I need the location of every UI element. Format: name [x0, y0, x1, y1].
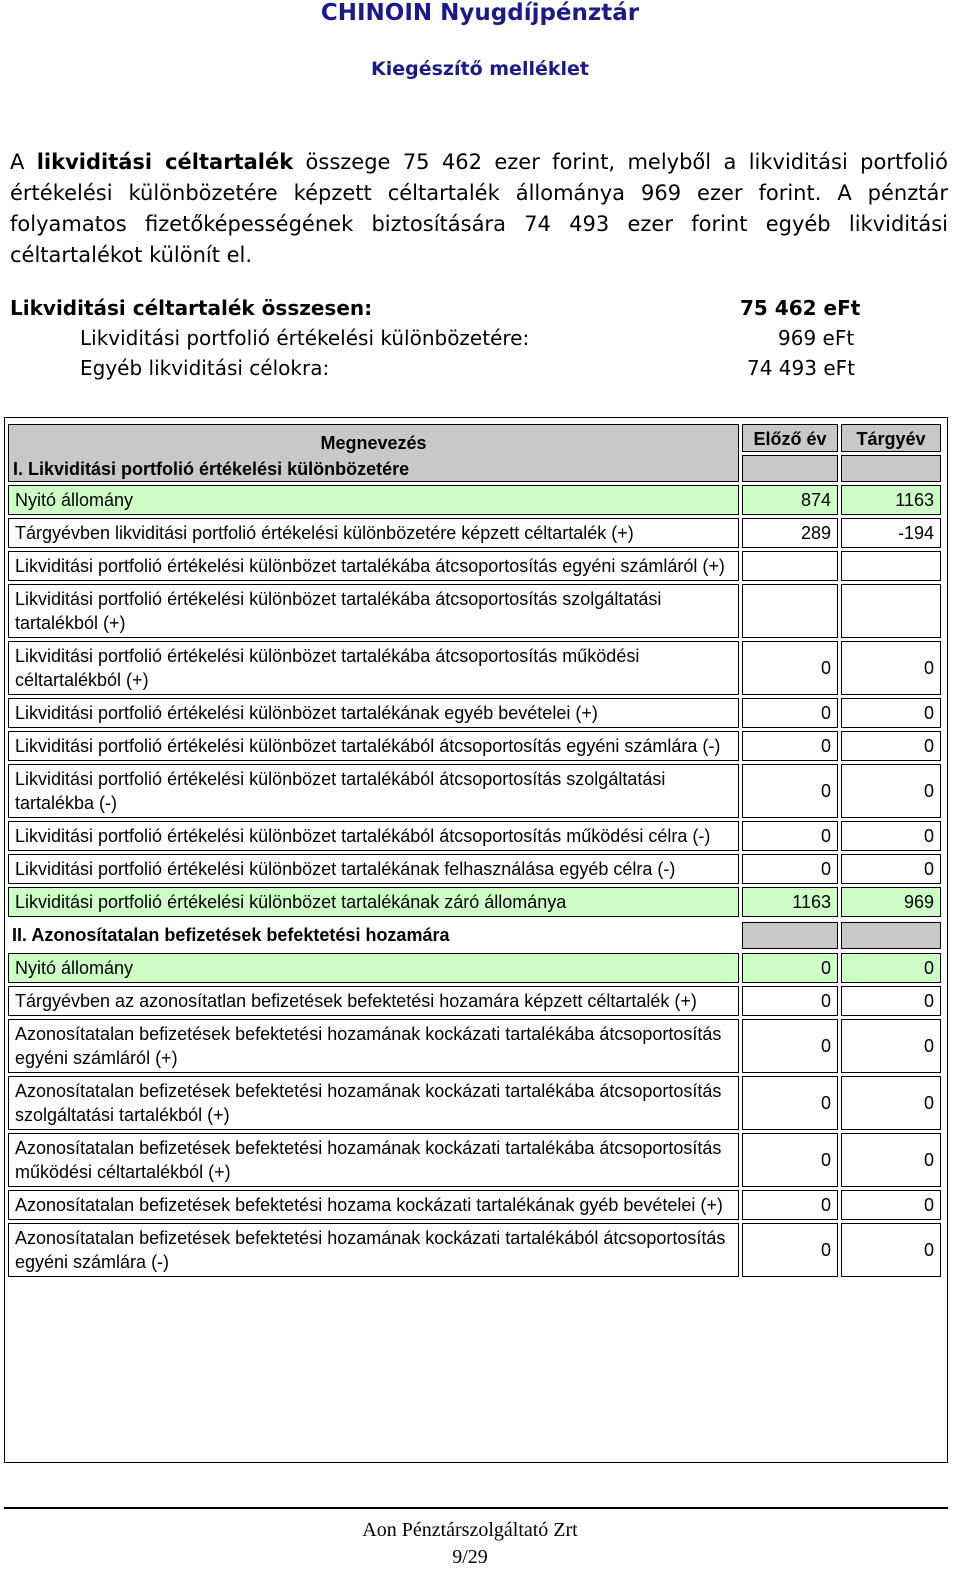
table-row — [8, 1076, 941, 1130]
intro-paragraph — [10, 147, 948, 271]
row-label: Nyitó állomány — [8, 953, 739, 983]
row-prev-value-cell — [742, 821, 838, 851]
summary-other-value: 74 493 eFt — [747, 356, 855, 380]
row-prev-value-cell — [742, 485, 838, 515]
row-curr-value-cell — [841, 887, 941, 917]
row-prev-value-cell — [742, 1076, 838, 1130]
reserve-table — [8, 421, 941, 1280]
row-prev-value-cell — [742, 731, 838, 761]
row-curr-value — [841, 551, 941, 581]
row-prev-value: 1163 — [742, 887, 838, 917]
reserve-table-body — [8, 424, 941, 1277]
row-prev-value-cell — [742, 764, 838, 818]
col-curr-header: Tárgyév — [841, 424, 941, 452]
row-prev-value-cell — [742, 698, 838, 728]
row-curr-value: 0 — [841, 1019, 941, 1073]
row-label: Likviditási portfolió értékelési különbözet tartalékába átcsoportosítás egyéni számláról (+) — [8, 551, 739, 581]
row-label: Likviditási portfolió értékelési különbözet tartalékának felhasználása egyéb célra (-) — [8, 854, 739, 884]
row-prev-value-cell — [742, 986, 838, 1016]
row-curr-value: 0 — [841, 1190, 941, 1220]
row-prev-value — [742, 584, 838, 638]
row-prev-value: 0 — [742, 698, 838, 728]
row-prev-value-cell — [742, 584, 838, 638]
row-prev-value-cell — [742, 1223, 838, 1277]
row-label-cell — [8, 551, 739, 581]
row-curr-value-cell — [841, 986, 941, 1016]
row-curr-value: 0 — [841, 764, 941, 818]
row-label: Likviditási portfolió értékelési különbözet tartalékának záró állománya — [8, 887, 739, 917]
row-curr-value: 0 — [841, 986, 941, 1016]
row-curr-value-cell — [841, 1190, 941, 1220]
summary-block — [10, 296, 950, 386]
table-row — [8, 887, 941, 917]
row-label-cell — [8, 518, 739, 548]
reserve-table-frame — [4, 417, 948, 1463]
row-label-cell — [8, 953, 739, 983]
row-curr-value-cell — [841, 641, 941, 695]
row-label-cell — [8, 698, 739, 728]
col-prev-header: Előző év — [742, 424, 838, 452]
row-label-cell — [8, 731, 739, 761]
row-prev-value: 0 — [742, 1076, 838, 1130]
row-curr-value-cell — [841, 854, 941, 884]
row-curr-value: 0 — [841, 698, 941, 728]
summary-total-label: Likviditási céltartalék összesen: — [10, 296, 373, 320]
row-label-cell — [8, 887, 739, 917]
row-curr-value: -194 — [841, 518, 941, 548]
row-label: Azonosítatalan befizetések befektetési hozamának kockázati tartalékába átcsoportosítás működési céltartalékból (+) — [8, 1133, 739, 1187]
table-row — [8, 1190, 941, 1220]
row-prev-value: 0 — [742, 821, 838, 851]
row-curr-value: 0 — [841, 953, 941, 983]
footer-company: Aon Pénztárszolgáltató Zrt — [362, 1519, 578, 1541]
row-label-cell — [8, 854, 739, 884]
summary-total-value: 75 462 eFt — [740, 296, 861, 320]
row-curr-value: 969 — [841, 887, 941, 917]
row-label: Likviditási portfolió értékelési különbözet tartalékából átcsoportosítás egyéni számlára (-) — [8, 731, 739, 761]
row-label: Azonosítatalan befizetések befektetési hozama kockázati tartalékának gyéb bevételei (+) — [8, 1190, 739, 1220]
row-prev-value: 0 — [742, 1133, 838, 1187]
row-curr-value: 0 — [841, 731, 941, 761]
row-curr-value-cell — [841, 698, 941, 728]
row-label-cell — [8, 1076, 739, 1130]
table-row — [8, 584, 941, 638]
row-label-cell — [8, 1133, 739, 1187]
intro-bold-term: likviditási céltartalék — [36, 150, 294, 174]
row-prev-value: 0 — [742, 764, 838, 818]
row-label: Azonosítatalan befizetések befektetési hozamának kockázati tartalékából átcsoportosítás egyéni számlára (-) — [8, 1223, 739, 1277]
row-label-cell — [8, 641, 739, 695]
row-label: Tárgyévben likviditási portfolió értékelési különbözetére képzett céltartalék (+) — [8, 518, 739, 548]
row-curr-value: 0 — [841, 1133, 941, 1187]
table-row — [8, 1133, 941, 1187]
row-curr-value: 0 — [841, 1076, 941, 1130]
row-curr-value-cell — [841, 764, 941, 818]
table-row — [8, 821, 941, 851]
row-label-cell — [8, 764, 739, 818]
section2-header-row — [8, 920, 941, 950]
header-prev-cell — [742, 424, 838, 482]
row-prev-value — [742, 551, 838, 581]
summary-other-row — [10, 356, 950, 386]
row-prev-value: 0 — [742, 986, 838, 1016]
row-prev-value-cell — [742, 887, 838, 917]
row-curr-value: 1163 — [841, 485, 941, 515]
row-prev-value: 0 — [742, 1019, 838, 1073]
row-curr-value: 0 — [841, 1223, 941, 1277]
table-row — [8, 1019, 941, 1073]
table-row — [8, 764, 941, 818]
row-curr-value: 0 — [841, 821, 941, 851]
table-header-row — [8, 424, 941, 482]
row-prev-value-cell — [742, 518, 838, 548]
row-prev-value: 0 — [742, 731, 838, 761]
row-curr-value-cell — [841, 485, 941, 515]
row-label-cell — [8, 821, 739, 851]
row-label-cell — [8, 1190, 739, 1220]
footer-page-number: 9/29 — [452, 1546, 488, 1568]
row-curr-value-cell — [841, 551, 941, 581]
summary-total-row — [10, 296, 950, 326]
row-label: Nyitó állomány — [8, 485, 739, 515]
section1-title: I. Likviditási portfolió értékelési különbözetére — [13, 459, 410, 479]
row-label: Likviditási portfolió értékelési különbözet tartalékába átcsoportosítás működési céltartalékból (+) — [8, 641, 739, 695]
row-prev-value-cell — [742, 854, 838, 884]
row-label-cell — [8, 1223, 739, 1277]
row-prev-value-cell — [742, 551, 838, 581]
table-row — [8, 698, 941, 728]
table-row — [8, 731, 941, 761]
table-row — [8, 854, 941, 884]
row-prev-value-cell — [742, 1019, 838, 1073]
row-curr-value-cell — [841, 584, 941, 638]
header-name-cell — [8, 424, 739, 482]
table-row — [8, 485, 941, 515]
row-curr-value-cell — [841, 1223, 941, 1277]
row-prev-value: 289 — [742, 518, 838, 548]
document-subtitle: Kiegészítő melléklet — [371, 58, 589, 80]
intro-rest: összege 75 462 ezer forint, melyből a likviditási portfolió értékelési különbözetére képzett céltartalék állománya 969 ezer forint. A pénztár folyamatos fizetőképességének biztosítására 74 493 ezer forint egyéb likviditási céltartalékot különít el. — [10, 150, 948, 267]
row-curr-value-cell — [841, 821, 941, 851]
row-label: Likviditási portfolió értékelési különbözet tartalékába átcsoportosítás szolgáltatási tartalékból (+) — [8, 584, 739, 638]
row-curr-value — [841, 584, 941, 638]
table-row — [8, 953, 941, 983]
table-row — [8, 1223, 941, 1277]
row-label: Tárgyévben az azonosítatlan befizetések befektetési hozamára képzett céltartalék (+) — [8, 986, 739, 1016]
row-prev-value-cell — [742, 953, 838, 983]
row-curr-value-cell — [841, 731, 941, 761]
row-prev-value: 0 — [742, 641, 838, 695]
document-title: CHINOIN Nyugdíjpénztár — [320, 0, 640, 26]
table-row — [8, 986, 941, 1016]
row-curr-value-cell — [841, 953, 941, 983]
row-curr-value-cell — [841, 1133, 941, 1187]
row-prev-value: 0 — [742, 1223, 838, 1277]
summary-portfolio-value: 969 eFt — [778, 326, 855, 350]
row-label-cell — [8, 485, 739, 515]
row-prev-value-cell — [742, 1190, 838, 1220]
table-row — [8, 551, 941, 581]
row-label-cell — [8, 1019, 739, 1073]
summary-portfolio-row — [10, 326, 950, 356]
row-label: Likviditási portfolió értékelési különbözet tartalékából átcsoportosítás működési célra (-) — [8, 821, 739, 851]
row-prev-value: 0 — [742, 953, 838, 983]
row-curr-value-cell — [841, 518, 941, 548]
table-row — [8, 641, 941, 695]
row-prev-value: 0 — [742, 854, 838, 884]
row-curr-value: 0 — [841, 854, 941, 884]
row-curr-value-cell — [841, 1019, 941, 1073]
row-label: Likviditási portfolió értékelési különbözet tartalékából átcsoportosítás szolgáltatási tartalékba (-) — [8, 764, 739, 818]
row-label: Likviditási portfolió értékelési különbözet tartalékának egyéb bevételei (+) — [8, 698, 739, 728]
row-curr-value: 0 — [841, 641, 941, 695]
col-name-header: Megnevezés — [320, 433, 427, 453]
row-prev-value: 874 — [742, 485, 838, 515]
row-prev-value-cell — [742, 641, 838, 695]
intro-prefix: A — [10, 150, 37, 174]
header-curr-cell — [841, 424, 941, 482]
row-label-cell — [8, 986, 739, 1016]
row-prev-value-cell — [742, 1133, 838, 1187]
footer-divider — [4, 1507, 948, 1509]
row-curr-value-cell — [841, 1076, 941, 1130]
row-label-cell — [8, 584, 739, 638]
summary-portfolio-label: Likviditási portfolió értékelési különbözetére: — [80, 326, 530, 350]
row-label: Azonosítatalan befizetések befektetési hozamának kockázati tartalékába átcsoportosítás szolgáltatási tartalékból (+) — [8, 1076, 739, 1130]
row-prev-value: 0 — [742, 1190, 838, 1220]
row-label: Azonosítatalan befizetések befektetési hozamának kockázati tartalékába átcsoportosítás egyéni számláról (+) — [8, 1019, 739, 1073]
table-row — [8, 518, 941, 548]
summary-other-label: Egyéb likviditási célokra: — [80, 356, 330, 380]
section2-title: II. Azonosítatalan befizetések befektetési hozamára — [12, 925, 450, 945]
